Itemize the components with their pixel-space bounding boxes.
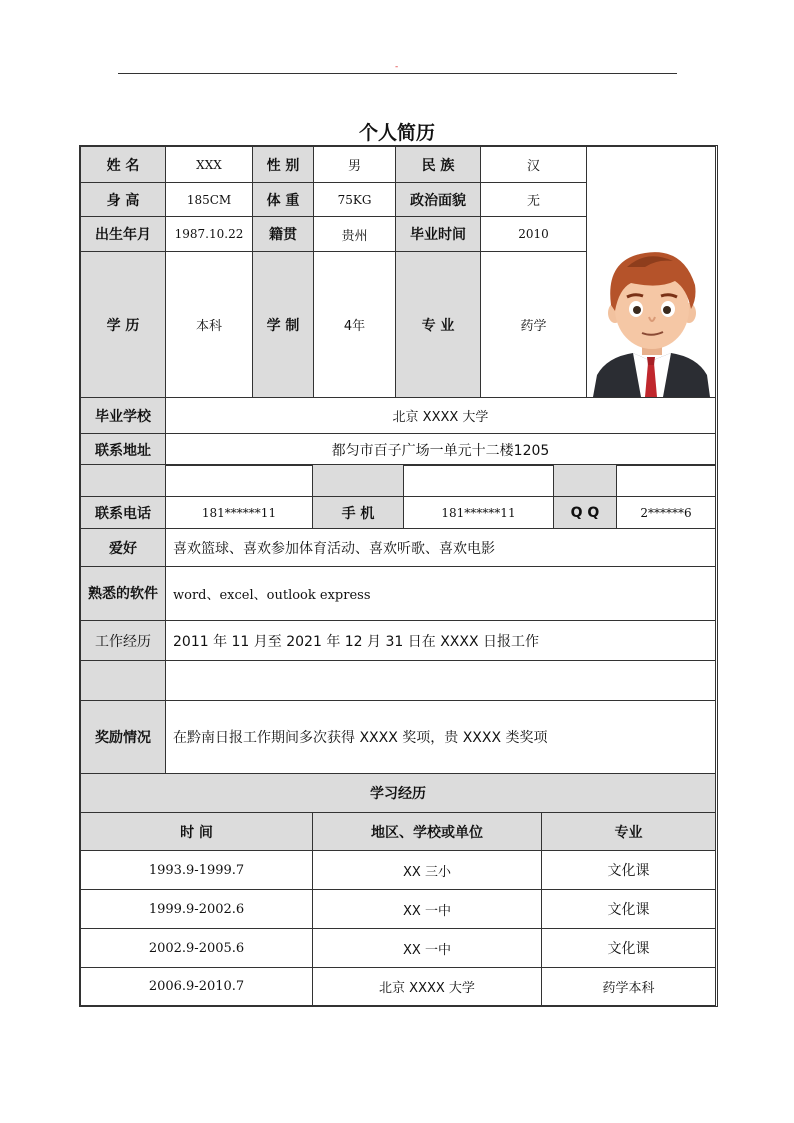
header-rule	[118, 73, 677, 74]
page-marker: -	[395, 62, 399, 72]
mobile-value: 181******11	[404, 497, 554, 529]
name-label: 姓 名	[81, 147, 166, 183]
study-header-school: 地区、学校或单位	[313, 813, 542, 851]
phone-label: 联系电话	[81, 497, 166, 529]
study-school: XX 一中	[313, 890, 542, 929]
study-section-title: 学习经历	[81, 774, 716, 813]
study-table	[80, 773, 716, 1006]
blank-cell	[617, 465, 716, 497]
software-label: 熟悉的软件	[81, 567, 166, 621]
political-label: 政治面貌	[396, 183, 481, 217]
hobby-label: 爱好	[81, 529, 166, 567]
qq-value: 2******6	[617, 497, 716, 529]
study-time: 2006.9-2010.7	[81, 968, 313, 1006]
study-major: 文化课	[542, 851, 716, 890]
study-time: 1993.9-1999.7	[81, 851, 313, 890]
software-value: word、excel、outlook express	[166, 567, 716, 621]
table-row	[81, 851, 716, 890]
school-label: 毕业学校	[81, 398, 166, 434]
duration-label: 学 制	[253, 252, 314, 398]
blank-label-cell	[81, 661, 166, 701]
native-value: 贵州	[314, 217, 396, 252]
address-value: 都匀市百子广场一单元十二楼1205	[166, 434, 716, 466]
gender-value: 男	[314, 147, 396, 183]
major-value: 药学	[481, 252, 587, 398]
edu-label: 学 历	[81, 252, 166, 398]
blank-cell	[166, 661, 716, 701]
birth-label: 出生年月	[81, 217, 166, 252]
blank-label-cell	[81, 465, 166, 497]
grad-time-value: 2010	[481, 217, 587, 252]
study-school: XX 一中	[313, 929, 542, 968]
avatar	[587, 237, 716, 397]
work-label: 工作经历	[81, 621, 166, 661]
work-value: 2011 年 11 月至 2021 年 12 月 31 日在 XXXX 日报工作	[166, 621, 716, 661]
ethnic-value: 汉	[481, 147, 587, 183]
blank-label-cell	[554, 465, 617, 497]
table-row	[81, 929, 716, 968]
address-label: 联系地址	[81, 434, 166, 466]
study-major: 文化课	[542, 929, 716, 968]
info-table	[80, 146, 716, 466]
study-school: 北京 XXXX 大学	[313, 968, 542, 1006]
study-major: 药学本科	[542, 968, 716, 1006]
award-value: 在黔南日报工作期间多次获得 XXXX 奖项，贵 XXXX 类奖项	[166, 701, 716, 774]
native-label: 籍贯	[253, 217, 314, 252]
political-value: 无	[481, 183, 587, 217]
table-row	[81, 968, 716, 1006]
study-major: 文化课	[542, 890, 716, 929]
duration-value: 4年	[314, 252, 396, 398]
page-title: 个人简历	[358, 122, 435, 144]
school-value: 北京 XXXX 大学	[166, 398, 716, 434]
birth-value: 1987.10.22	[166, 217, 253, 252]
blank-cell	[404, 465, 554, 497]
details-table	[80, 528, 716, 774]
grad-time-label: 毕业时间	[396, 217, 481, 252]
study-time: 2002.9-2005.6	[81, 929, 313, 968]
mobile-label: 手 机	[313, 497, 404, 529]
height-value: 185CM	[166, 183, 253, 217]
ethnic-label: 民 族	[396, 147, 481, 183]
weight-value: 75KG	[314, 183, 396, 217]
height-label: 身 高	[81, 183, 166, 217]
weight-label: 体 重	[253, 183, 314, 217]
photo-cell	[587, 147, 716, 398]
award-label: 奖励情况	[81, 701, 166, 774]
contact-table	[80, 464, 716, 529]
edu-value: 本科	[166, 252, 253, 398]
table-row	[81, 890, 716, 929]
blank-label-cell	[313, 465, 404, 497]
hobby-value: 喜欢篮球、喜欢参加体育活动、喜欢听歌、喜欢电影	[166, 529, 716, 567]
study-header-major: 专业	[542, 813, 716, 851]
name-value: XXX	[166, 147, 253, 183]
gender-label: 性 别	[253, 147, 314, 183]
qq-label: Q Q	[554, 497, 617, 529]
study-time: 1999.9-2002.6	[81, 890, 313, 929]
phone-value: 181******11	[166, 497, 313, 529]
major-label: 专 业	[396, 252, 481, 398]
study-header-time: 时 间	[81, 813, 313, 851]
blank-cell	[166, 465, 313, 497]
study-school: XX 三小	[313, 851, 542, 890]
